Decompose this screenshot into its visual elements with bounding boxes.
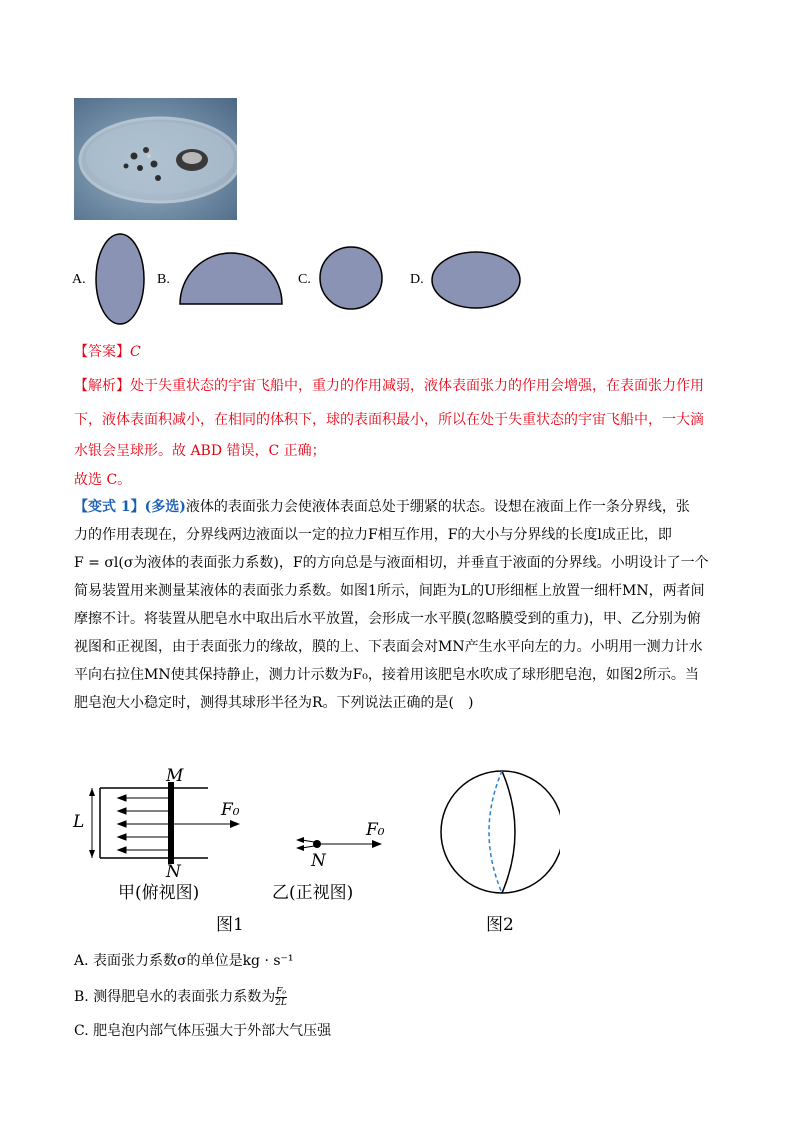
answer-label: 【答案】: [74, 344, 130, 360]
option-c-label: C.: [298, 272, 311, 287]
variant-line-1: 【变式 1】(多选)液体的表面张力会使液体表面总处于绷紧的状态。设想在液面上作一条分界线，张: [74, 499, 690, 515]
option-d-horizontal-ellipse: [430, 250, 522, 310]
label-m: M: [166, 766, 184, 786]
analysis-line-4: 故选 C。: [74, 472, 132, 488]
soap-bubble: [441, 771, 560, 893]
label-fig2: 图2: [486, 915, 514, 935]
variant-line-4: 简易装置用来测量某液体的表面张力系数。如图1所示，间距为L的U形细框上放置一细杆MN，两者间: [74, 583, 705, 599]
label-n-side: N: [311, 851, 326, 871]
choice-b: B. 测得肥皂水的表面张力系数为 $\frac{\text{F₀}}{2L}$: [74, 986, 287, 1008]
answer-line: [74, 342, 141, 362]
petri-dish-illustration: [74, 98, 237, 220]
option-c-circle: [318, 245, 384, 311]
variant-line-5: 摩擦不计。将装置从肥皂水中取出后水平放置，会形成一水平膜(忽略膜受到的重力)，甲、乙分别为俯: [74, 611, 701, 627]
choice-a: A. 表面张力系数σ的单位是kg · s⁻¹: [74, 953, 294, 969]
analysis-label: 【解析】: [74, 378, 130, 394]
analysis-line-3: 水银会呈球形。故 ABD 错误，C 正确；: [74, 443, 326, 459]
label-front-view: 乙(正视图): [272, 883, 354, 903]
petri-dish-photo: [74, 98, 237, 220]
label-top-view: 甲(俯视图): [118, 883, 200, 903]
variant-line-3: F = σl(σ为液体的表面张力系数)，F的方向总是与液面相切，并垂直于液面的分界线。小明设计了一个: [74, 555, 709, 571]
label-fig1: 图1: [216, 915, 244, 935]
label-n: N: [166, 862, 181, 882]
option-b-semicircle: [178, 250, 284, 306]
choice-c: C. 肥皂泡内部气体压强大于外部大气压强: [74, 1023, 332, 1039]
variant-line-7: 平向右拉住MN使其保持静止，测力计示数为F₀，接着用该肥皂水吹成了球形肥皂泡，如图2所示。当: [74, 667, 699, 683]
option-b-label: B.: [157, 272, 170, 287]
option-a-vertical-ellipse: [94, 232, 146, 326]
answer-value: C: [130, 344, 141, 360]
u-frame-top-view: [89, 782, 240, 864]
analysis-line-1: 【解析】处于失重状态的宇宙飞船中，重力的作用减弱，液体表面张力的作用会增强，在表面张力作用: [74, 378, 704, 394]
option-a-label: A.: [72, 272, 86, 287]
option-d-label: D.: [410, 272, 424, 287]
label-l: L: [73, 812, 85, 832]
variant-line-2: 力的作用表现在，分界线两边液面以一定的拉力F相互作用，F的大小与分界线的长度l成正比，即: [74, 527, 672, 543]
variant-line-8: 肥皂泡大小稳定时，测得其球形半径为R。下列说法正确的是( ): [74, 695, 474, 711]
fraction-f0-2l: $\frac{\text{F₀}}{2L}$: [275, 986, 287, 1008]
analysis-line-2: 下，液体表面积减小，在相同的体积下，球的表面积最小，所以在处于失重状态的宇宙飞船中，一大滴: [74, 412, 704, 428]
variant-tag: 【变式 1】(多选): [74, 499, 186, 515]
label-f0-top: F₀: [221, 800, 240, 820]
label-f0-side: F₀: [366, 820, 385, 840]
variant-line-6: 视图和正视图，由于表面张力的缘故，膜的上、下表面会对MN产生水平向左的力。小明用一测力计水: [74, 639, 703, 655]
